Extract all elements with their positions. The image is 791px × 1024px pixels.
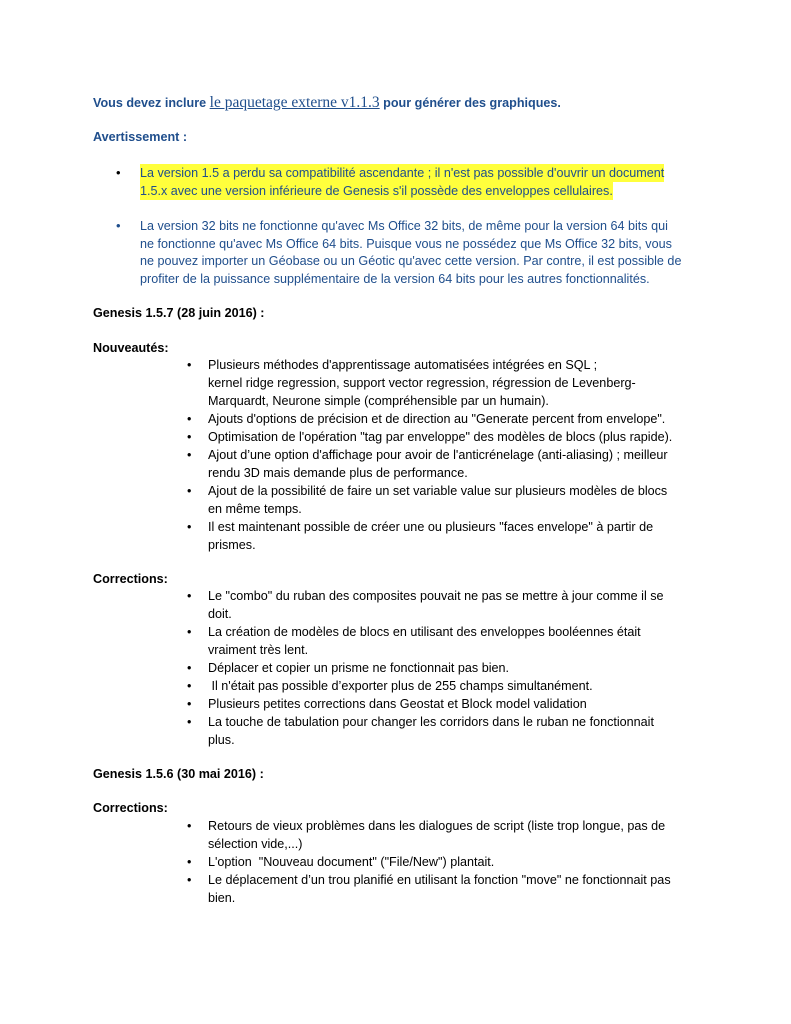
v156-fixes-list <box>187 817 671 907</box>
warning-item2-line2: ne fonctionne qu'avec Ms Office 64 bits. Puisque vous ne possédez que Ms Office 32 bits, vous <box>140 237 672 251</box>
bullet-icon: • <box>187 448 192 462</box>
list-item-line: Déplacer et copier un prisme ne fonctionnait pas bien. <box>208 661 510 675</box>
list-item-line: Plusieurs petites corrections dans Geostat et Block model validation <box>208 697 587 711</box>
list-item-line: Optimisation de l'opération "tag par enveloppe" des modèles de blocs (plus rapide). <box>208 430 673 444</box>
warning-item1-line1: La version 1.5 a perdu sa compatibilité ascendante ; il n'est pas possible d'ouvrir un document <box>140 166 665 180</box>
list-item-line: en même temps. <box>208 502 302 516</box>
list-item-line: kernel ridge regression, support vector regression, régression de Levenberg- <box>208 376 636 390</box>
bullet-icon: • <box>187 412 192 426</box>
list-item <box>187 695 664 713</box>
warning-item2-line3: ne pouvez importer un Géobase ou un Géotic qu'avec cette version. Par contre, il est possible de <box>140 254 682 268</box>
bullet-icon: • <box>187 589 192 603</box>
list-item <box>187 518 672 554</box>
v157-title: Genesis 1.5.7 (28 juin 2016) : <box>93 306 265 320</box>
list-item-line: rendu 3D mais demande plus de performance. <box>208 466 468 480</box>
bullet-icon: • <box>187 715 192 729</box>
list-item-line: La touche de tabulation pour changer les corridors dans le ruban ne fonctionnait <box>208 715 654 729</box>
v157-news-title: Nouveautés: <box>93 341 169 355</box>
bullet-icon: • <box>187 430 192 444</box>
list-item-line: Ajouts d'options de précision et de direction au "Generate percent from envelope". <box>208 412 666 426</box>
list-item <box>187 713 664 749</box>
warning-item1-line2: 1.5.x avec une version inférieure de Genesis s'il possède des enveloppes cellulaires. <box>140 184 613 198</box>
list-item-line: Plusieurs méthodes d'apprentissage automatisées intégrées en SQL ; <box>208 358 598 372</box>
bullet-icon: • <box>187 697 192 711</box>
intro-after: pour générer des graphiques. <box>379 96 561 110</box>
warning-title: Avertissement : <box>93 130 188 144</box>
bullet-icon: • <box>187 855 192 869</box>
bullet-icon: • <box>187 484 192 498</box>
list-item-line: Le déplacement d’un trou planifié en utilisant la fonction "move" ne fonctionnait pas <box>208 873 671 887</box>
list-item-line: bien. <box>208 891 236 905</box>
bullet-icon: • <box>116 218 121 233</box>
bullet-icon: • <box>187 679 192 693</box>
warning-item2-line1: La version 32 bits ne fonctionne qu'avec Ms Office 32 bits, de même pour la version 64 bits qui <box>140 219 668 233</box>
intro-line <box>93 94 561 112</box>
list-item-line: plus. <box>208 733 235 747</box>
list-item <box>187 482 672 518</box>
list-item-line: prismes. <box>208 538 256 552</box>
list-item <box>187 587 664 623</box>
list-item-line: vraiment très lent. <box>208 643 309 657</box>
list-item-line: Marquardt, Neurone simple (compréhensible par un humain). <box>208 394 549 408</box>
list-item-line: Il n'était pas possible d’exporter plus de 255 champs simultanément. <box>208 679 593 693</box>
list-item <box>187 853 671 871</box>
v157-news-list <box>187 356 672 554</box>
external-package-link[interactable]: le paquetage externe v1.1.3 <box>209 94 380 111</box>
v157-fixes-list <box>187 587 664 749</box>
v156-fix-title: Corrections: <box>93 801 168 815</box>
list-item <box>187 659 664 677</box>
bullet-icon: • <box>187 520 192 534</box>
list-item <box>187 428 672 446</box>
list-item-line: Retours de vieux problèmes dans les dialogues de script (liste trop longue, pas de <box>208 819 666 833</box>
bullet-icon: • <box>187 625 192 639</box>
list-item-line: La création de modèles de blocs en utilisant des enveloppes booléennes était <box>208 625 641 639</box>
bullet-icon: • <box>187 873 192 887</box>
warning-item2-line4: profiter de la puissance supplémentaire de la version 64 bits pour les autres fonctionnalités. <box>140 272 650 286</box>
list-item-line: Il est maintenant possible de créer une ou plusieurs "faces envelope" à partir de <box>208 520 654 534</box>
list-item <box>187 677 664 695</box>
list-item <box>187 817 671 853</box>
list-item <box>187 623 664 659</box>
list-item-line: Ajout d’une option d'affichage pour avoir de l'anticrénelage (anti-aliasing) ; meilleur <box>208 448 668 462</box>
list-item-line: L'option "Nouveau document" ("File/New") plantait. <box>208 855 495 869</box>
list-item-line: Ajout de la possibilité de faire un set variable value sur plusieurs modèles de blocs <box>208 484 668 498</box>
bullet-icon: • <box>116 165 121 180</box>
bullet-icon: • <box>187 819 192 833</box>
list-item <box>187 871 671 907</box>
list-item-line: Le "combo" du ruban des composites pouvait ne pas se mettre à jour comme il se <box>208 589 664 603</box>
list-item <box>187 446 672 482</box>
list-item-line: doit. <box>208 607 232 621</box>
list-item <box>187 410 672 428</box>
bullet-icon: • <box>187 358 192 372</box>
bullet-icon: • <box>187 661 192 675</box>
v156-title: Genesis 1.5.6 (30 mai 2016) : <box>93 767 264 781</box>
intro-before: Vous devez inclure <box>93 96 210 110</box>
v157-fix-title: Corrections: <box>93 572 168 586</box>
list-item <box>187 356 672 410</box>
list-item-line: sélection vide,...) <box>208 837 303 851</box>
